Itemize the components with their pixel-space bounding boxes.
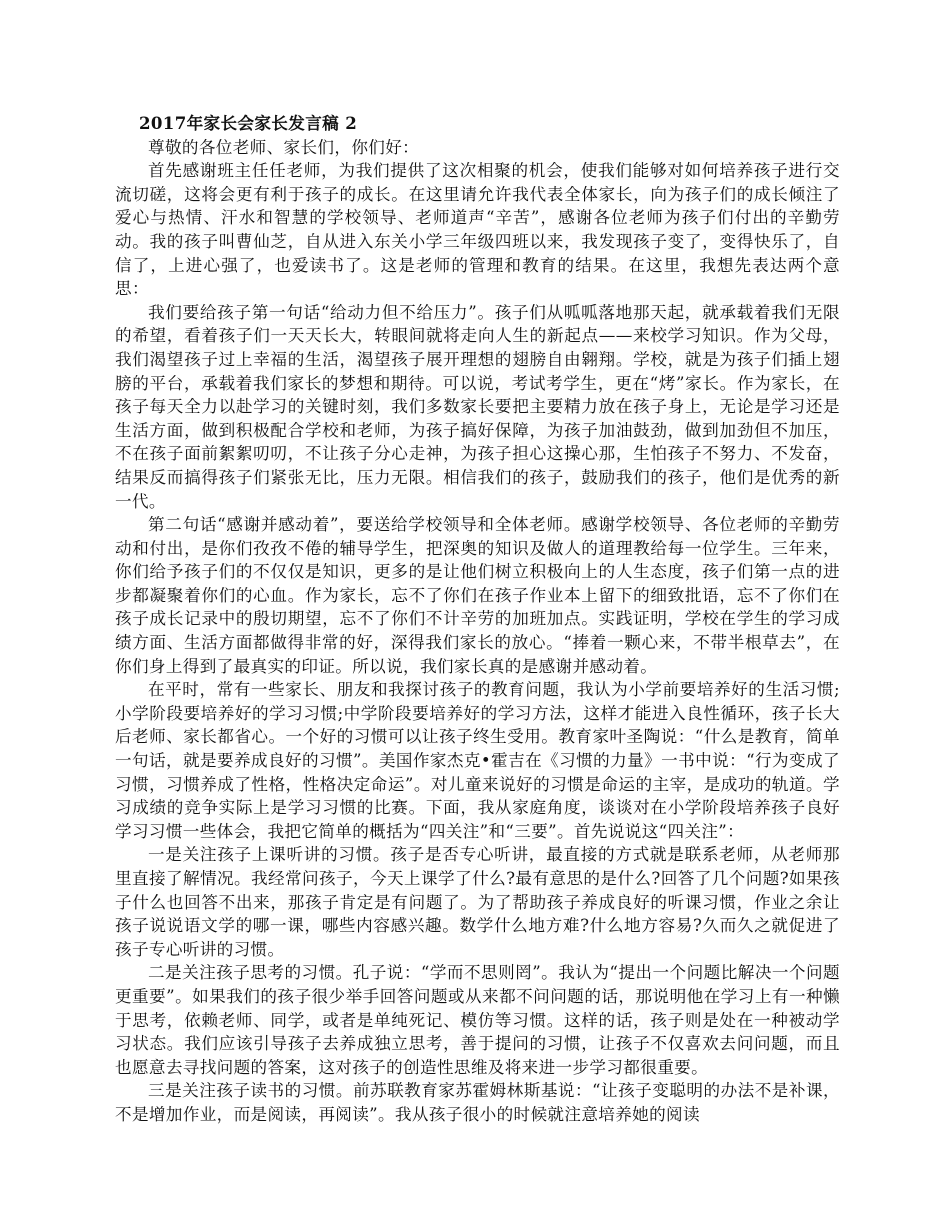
paragraph-2: 我们要给孩子第一句话“给动力但不给压力”。孩子们从呱呱落地那天起，就承载着我们无限的希望，看着孩子们一天天长大，转眼间就将走向人生的新起点——来校学习知识。作为父母，我们渴望孩子过上幸福的生活，渴望孩子展开理想的翅膀自由翱翔。学校，就是为孩子们插上翅膀的平台，承载着我们家长的梦想和期待。可以说，考试考学生，更在“烤”家长。作为家长，在孩子每天全力以赴学习的关键时刻，我们多数家长要把主要精力放在孩子身上，无论是学习还是生活方面，做到积极配合学校和老师，为孩子搞好保障，为孩子加油鼓劲，做到加劲但不加压，不在孩子面前絮絮叨叨，不让孩子分心走神，为孩子担心这操心那，生怕孩子不努力、不发奋，结果反而搞得孩子们紧张无比，压力无限。相信我们的孩子，鼓励我们的孩子，他们是优秀的新一代。 [115,302,840,511]
document-page [115,112,840,1127]
paragraph-6: 二是关注孩子思考的习惯。孔子说：“学而不思则罔”。我认为“提出一个问题比解决一个问题更重要”。如果我们的孩子很少举手回答问题或从来都不问问题的话，那说明他在学习上有一种懒于思考，依赖老师、同学，或者是单纯死记、模仿等习惯。这样的话，孩子则是处在一种被动学习状态。我们应该引导孩子去养成独立思考，善于提问的习惯，让孩子不仅喜欢去问问题，而且也愿意去寻找问题的答案，这对孩子的创造性思维及将来进一步学习都很重要。 [115,963,840,1077]
salutation: 尊敬的各位老师、家长们，你们好： [148,137,420,157]
paragraph-5: 一是关注孩子上课听讲的习惯。孩子是否专心听讲，最直接的方式就是联系老师，从老师那里直接了解情况。我经常问孩子，今天上课学了什么?最有意思的是什么?回答了几个问题?如果孩子什么也回答不出来，那孩子肯定是有问题了。为了帮助孩子养成良好的听课习惯，作业之余让孩子说说语文学的哪一课，哪些内容感兴趣。数学什么地方难?什么地方容易?久而久之就促进了孩子专心听讲的习惯。 [115,845,840,959]
paragraph-1: 首先感谢班主任任老师，为我们提供了这次相聚的机会，使我们能够对如何培养孩子进行交流切磋，这将会更有利于孩子的成长。在这里请允许我代表全体家长，向为孩子们的成长倾注了爱心与热情、汗水和智慧的学校领导、老师道声“辛苦”，感谢各位老师为孩子们付出的辛勤劳动。我的孩子叫曹仙芝，自从进入东关小学三年级四班以来，我发现孩子变了，变得快乐了，自信了，上进心强了，也爱读书了。这是老师的管理和教育的结果。在这里，我想先表达两个意思： [115,161,840,299]
paragraph-3: 第二句话“感谢并感动着”，要送给学校领导和全体老师。感谢学校领导、各位老师的辛勤劳动和付出，是你们孜孜不倦的辅导学生，把深奥的知识及做人的道理教给每一位学生。三年来，你们给予孩子们的不仅仅是知识，更多的是让他们树立积极向上的人生态度，孩子们第一点的进步都凝聚着你们的心血。作为家长，忘不了你们在孩子作业本上留下的细致批语，忘不了你们在孩子成长记录中的殷切期望，忘不了你们不计辛劳的加班加点。实践证明，学校在学生的学习成绩方面、生活方面都做得非常的好，深得我们家长的放心。“捧着一颗心来，不带半根草去”，在你们身上得到了最真实的印证。所以说，我们家长真的是感谢并感动着。 [115,515,840,676]
paragraph-4: 在平时，常有一些家长、朋友和我探讨孩子的教育问题，我认为小学前要培养好的生活习惯;小学阶段要培养好的学习习惯;中学阶段要培养好的学习方法，这样才能进入良性循环，孩子长大后老师、家长都省心。一个好的习惯可以让孩子终生受用。教育家叶圣陶说：“什么是教育，简单一句话，就是要养成良好的习惯”。美国作家杰克•霍吉在《习惯的力量》一书中说：“行为变成了习惯，习惯养成了性格，性格决定命运”。对儿童来说好的习惯是命运的主宰，是成功的轨道。学习成绩的竞争实际上是学习习惯的比赛。下面，我从家庭角度，谈谈对在小学阶段培养孩子良好学习习惯一些体会，我把它简单的概括为“四关注”和“三要”。首先说说这“四关注”： [115,680,840,841]
document-title: 2017年家长会家长发言稿 2 [139,113,358,133]
paragraph-7: 三是关注孩子读书的习惯。前苏联教育家苏霍姆林斯基说：“让孩子变聪明的办法不是补课，不是增加作业，而是阅读，再阅读”。我从孩子很小的时候就注意培养她的阅读 [115,1081,840,1124]
